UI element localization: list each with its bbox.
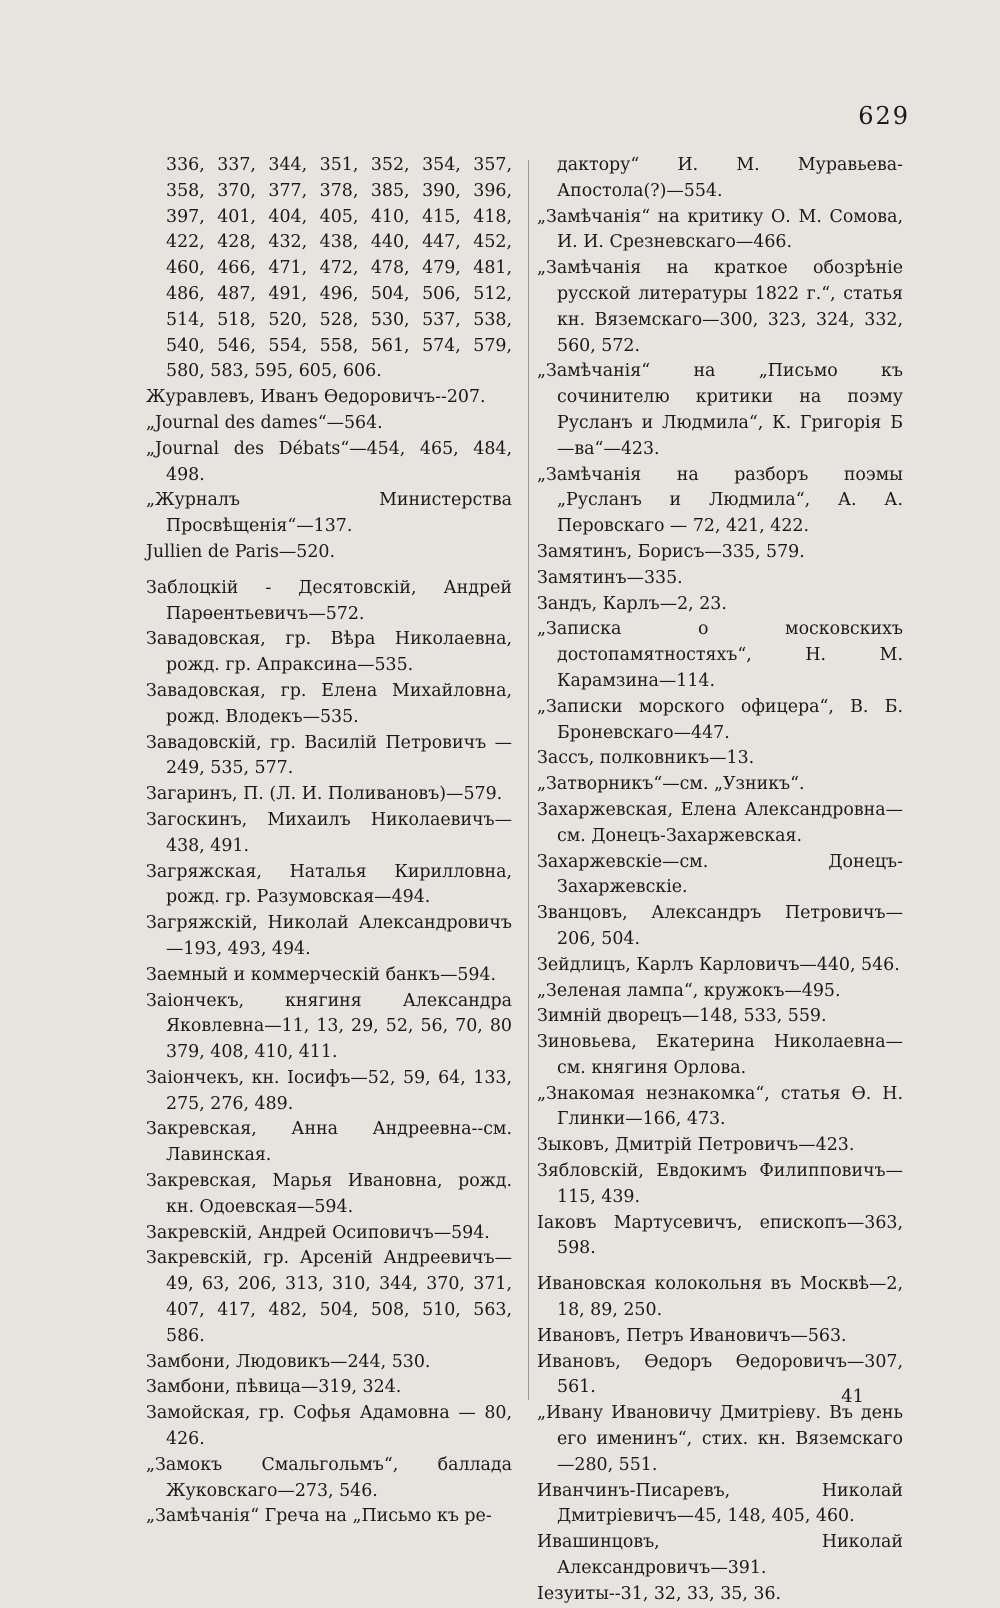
index-entry: Зейдлицъ, Карлъ Карловичъ—440, 546. — [537, 954, 900, 975]
index-entry: Званцовъ, Александръ Петровичъ—206, 504. — [537, 903, 903, 949]
index-entry: Зассъ, полковникъ—13. — [537, 748, 755, 769]
index-entry: „Знакомая незнакомка“, статья Ө. Н. Глинки—166, 473. — [537, 1083, 903, 1130]
index-entry: Завадовскій, гр. Василій Петровичъ — 249, 535, 577. — [146, 732, 512, 779]
index-entry: Закревская, Марья Ивановна, рожд. кн. Одоевская—594. — [146, 1171, 512, 1217]
index-entry: „Затворникъ“—см. „Узникъ“. — [537, 774, 805, 795]
index-entry: „Journal des Débats“—454, 465, 484, 498. — [146, 438, 512, 485]
index-column-left — [146, 153, 512, 1530]
index-entry: Замбони, пѣвица—319, 324. — [146, 1377, 402, 1398]
index-entry: Замятинъ, Борисъ—335, 579. — [537, 541, 805, 562]
index-entry: „Записки морского офицера“, В. Б. Броневскаго—447. — [537, 696, 903, 743]
index-entry: „Замѣчанія на разборъ поэмы „Русланъ и Людмила“, А. А. Перовскаго — 72, 421, 422. — [537, 464, 903, 537]
index-entry: Загряжскій, Николай Александровичъ—193, 493, 494. — [146, 913, 512, 959]
index-entry: Закревская, Анна Андреевна--см. Лавинская. — [146, 1119, 512, 1166]
index-entry: „Замѣчанія на краткое обозрѣніе русской литературы 1822 г.“, статья кн. Вяземскаго—300, 323, 324, 332, 560, 572. — [537, 258, 903, 356]
index-entry: Іаковъ Мартусевичъ, епископъ—363, 598. — [537, 1212, 903, 1259]
index-entry: Иванчинъ-Писаревъ, Николай Дмитріевичъ—45, 148, 405, 460. — [537, 1480, 903, 1527]
index-entry: Загоскинъ, Михаилъ Николаевичъ—438, 491. — [146, 809, 512, 856]
index-entry: Закревскій, гр. Арсеній Андреевичъ—49, 63, 206, 313, 310, 344, 370, 371, 407, 417, 482, 504, 508, 510, 563, 586. — [146, 1248, 512, 1346]
index-entry: „Замѣчанія“ Греча на „Письмо къ ре- — [146, 1506, 492, 1527]
index-entry: Заіончекъ, княгиня Александра Яковлевна—11, 13, 29, 52, 56, 70, 80 379, 408, 410, 411. — [146, 990, 512, 1063]
signature-mark: 41 — [841, 1386, 864, 1407]
index-entry: Зандъ, Карлъ—2, 23. — [537, 593, 727, 614]
index-entry: Замойская, гр. Софья Адамовна — 80, 426. — [146, 1403, 512, 1450]
index-entry: Завадовская, гр. Елена Михайловна, рожд. Влодекъ—535. — [146, 680, 512, 727]
index-entry: Ивашинцовъ, Николай Александровичъ—391. — [537, 1532, 903, 1579]
index-entry: Заіончекъ, кн. Іосифъ—52, 59, 64, 133, 275, 276, 489. — [146, 1067, 512, 1114]
index-entry: Зиновьева, Екатерина Николаевна—см. княгиня Орлова. — [537, 1032, 903, 1078]
index-entry: „Journal des dames“—564. — [146, 412, 383, 433]
index-entry: Зябловскій, Евдокимъ Филипповичъ—115, 439. — [537, 1161, 903, 1207]
index-entry: Заемный и коммерческій банкъ—594. — [146, 964, 497, 985]
index-entry: Заблоцкій - Десятовскій, Андрей Парөентьевичъ—572. — [146, 577, 512, 624]
index-entry: Зыковъ, Дмитрій Петровичъ—423. — [537, 1135, 855, 1156]
index-entry: Замятинъ—335. — [537, 567, 683, 588]
index-entry: Ивановъ, Өедоръ Өедоровичъ—307, 561. — [537, 1351, 903, 1398]
index-entry: Журавлевъ, Иванъ Өедоровичъ--207. — [146, 387, 486, 408]
index-entry: Зимній дворецъ—148, 533, 559. — [537, 1006, 827, 1027]
index-entry: Завадовская, гр. Вѣра Николаевна, рожд. гр. Апраксина—535. — [146, 629, 512, 676]
index-entry: Ивановъ, Петръ Ивановичъ—563. — [537, 1325, 847, 1346]
index-entry: Захаржевская, Елена Александровна—см. Донецъ-Захаржевская. — [537, 799, 903, 846]
index-entry: 336, 337, 344, 351, 352, 354, 357, 358, 370, 377, 378, 385, 390, 396, 397, 401, 404, 405, 410, 415, 418, 422, 428, 432, 438, 440, 447, 452, 460, 466, 471, 472, 478, 479, 481, 486, 487, 491, 496, 504, 506, 512, 514, 518, 520, 528, 530, 537, 538, 540, 546, 554, 558, 561, 574, 579, 580, 583, 595, 605, 606. — [166, 155, 512, 382]
index-entry: „Журналъ Министерства Просвѣщенія“—137. — [146, 490, 512, 537]
index-entry: Закревскій, Андрей Осиповичъ—594. — [146, 1222, 490, 1243]
index-entry: Ивановская колокольня въ Москвѣ—2, 18, 89, 250. — [537, 1274, 903, 1321]
index-entry: „Замокъ Смальгольмъ“, баллада Жуковскаго—273, 546. — [146, 1454, 512, 1501]
index-entry: „Записка о московскихъ достопамятностяхъ“, Н. М. Карамзина—114. — [537, 619, 903, 691]
index-entry: „Ивану Ивановичу Дмитріеву. Въ день его именинъ“, стих. кн. Вяземскаго—280, 551. — [537, 1403, 903, 1475]
index-entry: Загряжская, Наталья Кирилловна, рожд. гр. Разумовская—494. — [146, 861, 512, 908]
page-number: 629 — [858, 102, 910, 130]
index-entry: дактору“ И. М. Муравьева-Апостола(?)—554. — [557, 155, 903, 201]
index-entry: Іезуиты--31, 32, 33, 35, 36. — [537, 1583, 782, 1604]
column-divider — [528, 160, 529, 1400]
index-entry: Захаржевскіе—см. Донецъ-Захаржевскіе. — [537, 851, 903, 898]
index-entry: Jullien de Paris—520. — [146, 541, 336, 562]
index-entry: „Замѣчанія“ на критику О. М. Сомова, И. И. Срезневскаго—466. — [537, 206, 903, 253]
index-entry: „Зеленая лампа“, кружокъ—495. — [537, 980, 841, 1001]
index-entry: „Замѣчанія“ на „Письмо къ сочинителю критики на поэму Русланъ и Людмила“, К. Григорія Б—ва“—423. — [537, 361, 903, 459]
index-entry: Загаринъ, П. (Л. И. Поливановъ)—579. — [146, 784, 503, 805]
index-entry: Замбони, Людовикъ—244, 530. — [146, 1351, 431, 1372]
